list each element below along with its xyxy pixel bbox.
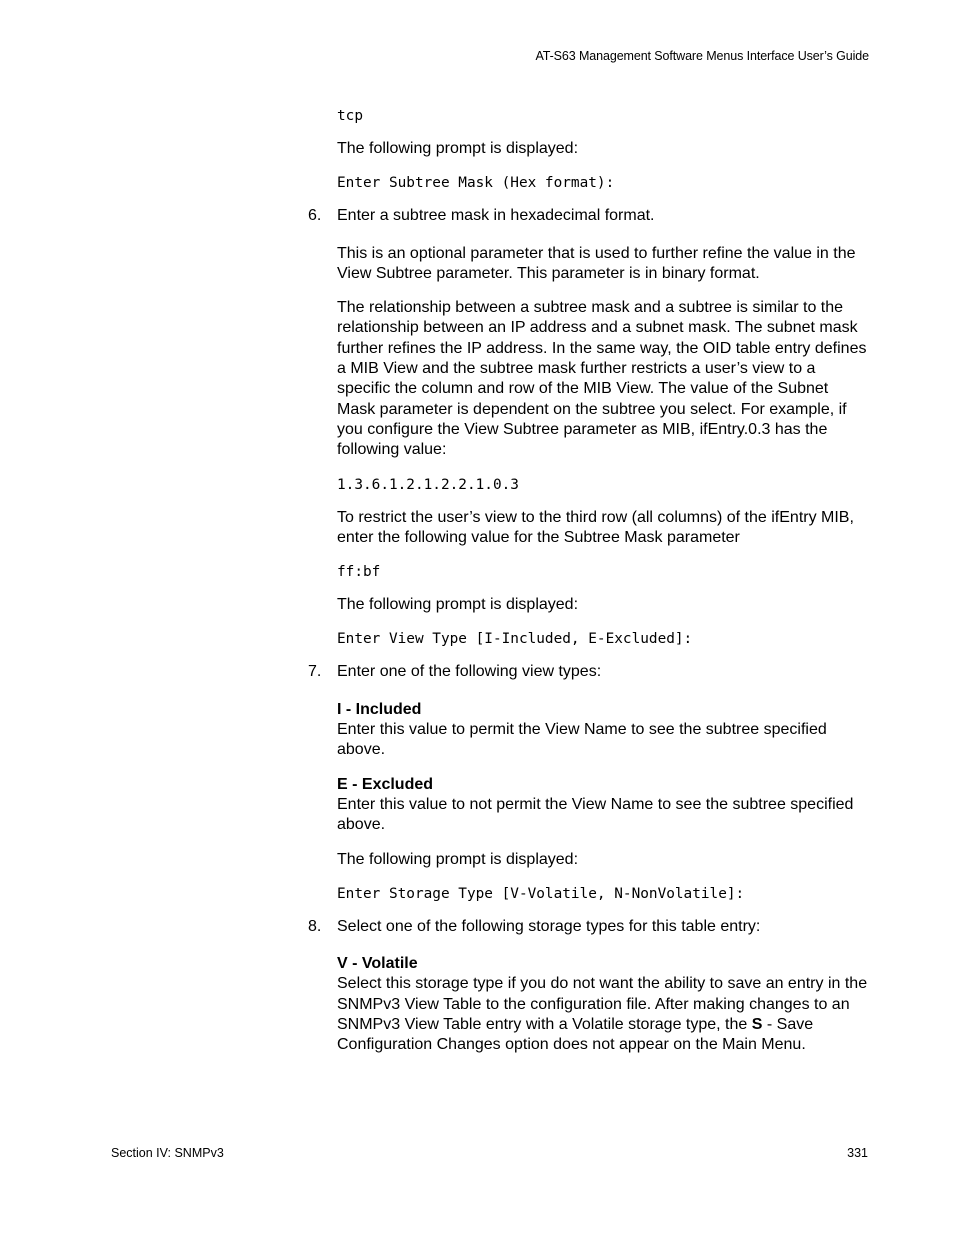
prompt-text: The following prompt is displayed:	[337, 850, 579, 868]
term-volatile	[337, 954, 869, 1055]
page-content	[308, 106, 869, 1070]
step-text: Enter one of the following view types:	[337, 663, 602, 681]
term-description: Enter this value to permit the View Name to see the subtree specified above.	[337, 721, 827, 759]
paragraph: This is an optional parameter that is used to further refine the value in the View Subtree parameter. This parameter is in binary format.	[337, 244, 856, 282]
code-mask: ff:bf	[337, 564, 381, 581]
term-included	[337, 700, 869, 761]
term-title: V - Volatile	[337, 955, 418, 973]
footer-section: Section IV: SNMPv3	[111, 1146, 224, 1160]
step-number: 8.	[308, 917, 322, 935]
term-excluded	[337, 775, 869, 836]
step-text: Select one of the following storage types for this table entry:	[337, 917, 761, 935]
term-description-part-a: Select this storage type if you do not want the ability to save an entry in the SNMPv3 View Table to the configuration file. After making changes to an SNMPv3 View Table entry with a Volatile storage type, the	[337, 975, 868, 1034]
term-description: Enter this value to not permit the View Name to see the subtree specified above.	[337, 795, 854, 834]
term-title: E - Excluded	[337, 775, 434, 793]
prompt-text: The following prompt is displayed:	[337, 596, 579, 614]
step-7	[308, 662, 869, 682]
term-description-bold: S	[751, 1016, 763, 1034]
term-title: I - Included	[337, 700, 422, 718]
running-header: AT-S63 Management Software Menus Interface User’s Guide	[535, 49, 869, 63]
paragraph: To restrict the user’s view to the third row (all columns) of the ifEntry MIB, enter the following value for the Subtree Mask parameter	[337, 508, 854, 546]
step-8	[308, 917, 869, 937]
step-number: 6.	[308, 207, 322, 225]
prompt-text: The following prompt is displayed:	[337, 140, 579, 157]
code-view-type-prompt: Enter View Type [I-Included, E-Excluded]:	[337, 631, 693, 648]
step-6	[308, 206, 869, 226]
code-storage-prompt: Enter Storage Type [V-Volatile, N-NonVolatile]:	[337, 885, 745, 902]
code-tcp: tcp	[337, 108, 363, 124]
page-number: 331	[847, 1146, 868, 1160]
step-text: Enter a subtree mask in hexadecimal format.	[337, 207, 655, 225]
code-oid: 1.3.6.1.2.1.2.2.1.0.3	[337, 476, 519, 493]
step-number: 7.	[308, 663, 322, 681]
term-description-part-b: - Save Configuration Changes option does not appear on the Main Menu.	[337, 1016, 814, 1054]
code-subtree-mask-prompt: Enter Subtree Mask (Hex format):	[337, 175, 615, 192]
paragraph: The relationship between a subtree mask and a subtree is similar to the relationship between an IP address and a subnet mask. The subnet mask further refines the IP address. In the same way, the OID table entry defines a MIB View and the subtree mask further restricts a user’s view to a specific the column and row of the MIB View. The value of the Subnet Mask parameter is dependent on the subtree you select. For example, if you configure the View Subtree parameter as MIB, ifEntry.0.3 has the following value:	[337, 299, 867, 459]
